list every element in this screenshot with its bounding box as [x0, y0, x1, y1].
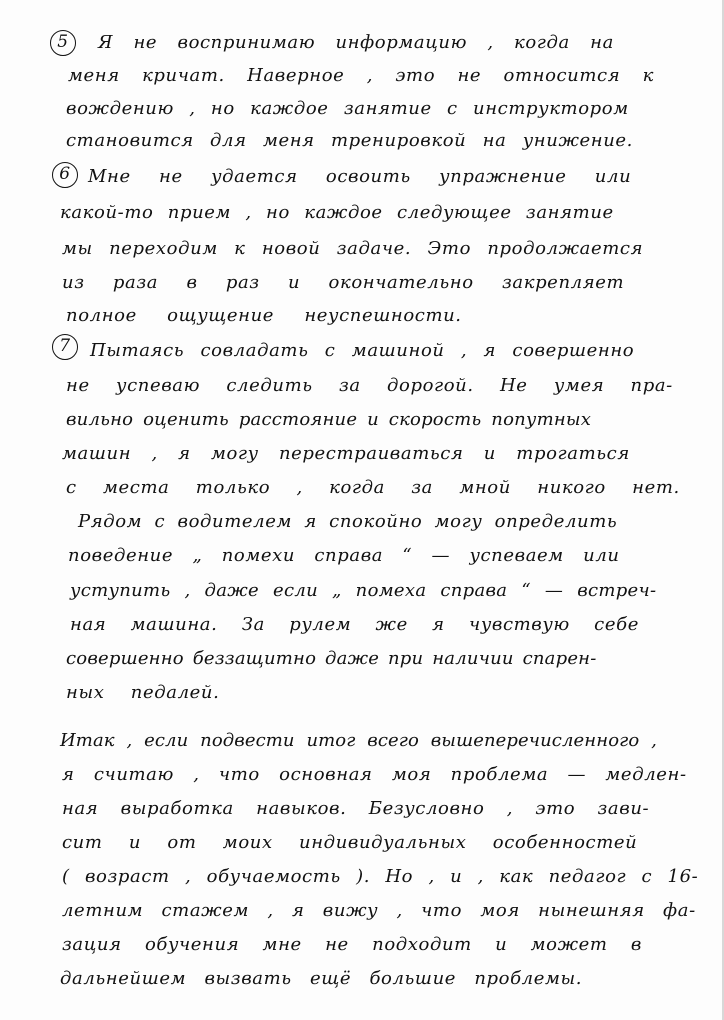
paragraph-7-line-2: не успеваю следить за дорогой. Не умея пра-: [66, 375, 673, 396]
paragraph-7-line-11: ных педалей.: [66, 682, 220, 703]
paragraph-5-line-2: меня кричат. Наверное , это не относится к: [68, 65, 654, 86]
conclusion-line-5: ( возраст , обучаемость ). Но , и , как педагог с 16-: [62, 866, 699, 887]
paragraph-7-line-4: машин , я могу перестраиваться и трогаться: [62, 443, 630, 464]
paragraph-7-line-6: Рядом с водителем я спокойно могу определить: [78, 511, 618, 532]
paragraph-7-line-9: ная машина. За рулем же я чувствую себе: [70, 614, 639, 635]
paragraph-7-line-10: совершенно беззащитно даже при наличии спарен-: [66, 648, 597, 669]
paragraph-7-line-7: поведение „ помехи справа “ — успеваем или: [68, 545, 620, 566]
paragraph-5-line-4: становится для меня тренировкой на унижение.: [66, 130, 633, 151]
paragraph-6-line-3: мы переходим к новой задаче. Это продолжается: [62, 238, 644, 259]
paragraph-7-line-5: с места только , когда за мной никого нет.: [66, 477, 680, 498]
paragraph-5-line-3: вождению , но каждое занятие с инструктором: [66, 98, 629, 119]
conclusion-line-3: ная выработка навыков. Безусловно , это зави-: [62, 798, 650, 819]
conclusion-line-7: зация обучения мне не подходит и может в: [62, 934, 643, 955]
conclusion-line-4: сит и от моих индивидуальных особенностей: [62, 832, 638, 853]
paragraph-number-5: 5: [50, 30, 76, 56]
conclusion-line-8: дальнейшем вызвать ещё большие проблемы.: [60, 968, 583, 989]
paragraph-6-line-4: из раза в раз и окончательно закрепляет: [62, 272, 625, 293]
paragraph-6-line-5: полное ощущение неуспешности.: [66, 305, 462, 326]
paragraph-6-line-1: Мне не удается освоить упражнение или: [88, 166, 632, 187]
conclusion-line-2: я считаю , что основная моя проблема — медлен-: [62, 764, 687, 785]
conclusion-line-1: Итак , если подвести итог всего вышеперечисленного ,: [60, 730, 657, 751]
paragraph-7-line-8: уступить , даже если „ помеха справа “ — встреч-: [70, 580, 657, 601]
paragraph-5-line-1: Я не воспринимаю информацию , когда на: [98, 32, 614, 53]
paragraph-7-line-1: Пытаясь совладать с машиной , я совершенно: [90, 340, 635, 361]
paragraph-7-line-3: вильно оценить расстояние и скорость попутных: [66, 409, 592, 430]
paragraph-number-7: 7: [52, 334, 78, 360]
paragraph-number-6: 6: [52, 162, 78, 188]
paragraph-6-line-2: какой-то прием , но каждое следующее занятие: [60, 202, 614, 223]
conclusion-line-6: летним стажем , я вижу , что моя нынешняя фа-: [62, 900, 696, 921]
